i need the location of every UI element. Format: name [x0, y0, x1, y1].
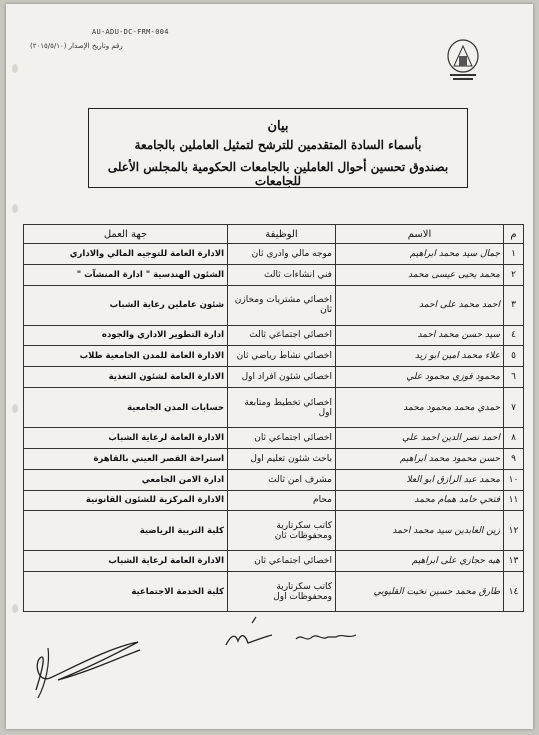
table-row	[24, 244, 524, 265]
row-name: محمد يحيى عيسى محمد	[336, 264, 504, 285]
table-row	[24, 325, 524, 346]
signature-left	[28, 628, 153, 703]
row-name: محمد عبد الرازق ابو العلا	[336, 469, 504, 490]
row-dept: كلية التربية الرياضية	[24, 511, 228, 551]
row-dept: الادارة المركزية للشئون القانونية	[24, 490, 228, 511]
document-subtitle-2: بصندوق تحسين أحوال العاملين بالجامعات الحكومية بالمجلس الأعلى للجامعات	[107, 160, 449, 188]
row-dept: الادارة العامة لشئون التغذية	[24, 367, 228, 388]
row-name: حمدي محمد محمود محمد	[336, 388, 504, 428]
header-num: م	[504, 225, 524, 244]
row-job: اخصائي اجتماعي ثالث	[228, 325, 336, 346]
row-name: زين العابدين سيد محمد احمد	[336, 511, 504, 551]
table-row	[24, 388, 524, 428]
row-number: ٩	[504, 448, 524, 469]
row-number: ١٢	[504, 511, 524, 551]
signature-middle	[222, 615, 277, 655]
row-job: كاتب سكرتارية ومحفوظات اول	[228, 572, 336, 612]
row-number: ٤	[504, 325, 524, 346]
row-number: ١٤	[504, 572, 524, 612]
row-job: اخصائي تخطيط ومتابعة اول	[228, 388, 336, 428]
table-row	[24, 285, 524, 325]
row-job: كاتب سكرتارية ومحفوظات ثان	[228, 511, 336, 551]
row-job: اخصائي نشاط رياضي ثان	[228, 346, 336, 367]
row-job: محام	[228, 490, 336, 511]
row-name: هبه حجازي على ابراهيم	[336, 551, 504, 572]
binder-holes	[10, 4, 22, 729]
issue-date: رقم وتاريخ الإصدار (٢٠١٥/٥/١٠)	[30, 42, 123, 50]
row-number: ٨	[504, 427, 524, 448]
row-name: علاء محمد امين ابو زيد	[336, 346, 504, 367]
row-job: اخصائي شئون افراد اول	[228, 367, 336, 388]
table-row	[24, 367, 524, 388]
table-row	[24, 511, 524, 551]
row-job: اخصائي اجتماعي ثان	[228, 551, 336, 572]
signature-right	[292, 625, 362, 650]
row-job: باحث شئون تعليم اول	[228, 448, 336, 469]
row-number: ١١	[504, 490, 524, 511]
row-number: ١	[504, 244, 524, 265]
row-dept: الادارة العامة لرعاية الشباب	[24, 551, 228, 572]
row-dept: الادارة العامة للمدن الجامعية طلاب	[24, 346, 228, 367]
row-dept: الادارة العامة لرعاية الشباب	[24, 427, 228, 448]
candidates-table	[23, 224, 524, 612]
table-row	[24, 490, 524, 511]
row-name: سيد حسن محمد احمد	[336, 325, 504, 346]
row-name: محمود فوزي محمود علي	[336, 367, 504, 388]
table-row	[24, 427, 524, 448]
document-title: بيان	[267, 119, 289, 134]
row-dept: ادارة الامن الجامعي	[24, 469, 228, 490]
header-job: الوظيفة	[228, 225, 336, 244]
row-name: احمد نصر الدين احمد علي	[336, 427, 504, 448]
row-number: ٥	[504, 346, 524, 367]
row-name: فتحي حامد همام محمد	[336, 490, 504, 511]
table-row	[24, 572, 524, 612]
document-title-box	[88, 108, 468, 188]
document-subtitle: بأسماء السادة المتقدمين للترشح لتمثيل العاملين بالجامعة	[134, 138, 422, 152]
table-row	[24, 346, 524, 367]
row-job: فني انشاءات ثالث	[228, 264, 336, 285]
row-dept: الادارة العامة للتوجيه المالي والاداري	[24, 244, 228, 265]
row-name: طارق محمد حسين نخيت القليوبي	[336, 572, 504, 612]
university-logo	[444, 38, 482, 84]
table-header-row	[24, 225, 524, 244]
row-job: اخصائي اجتماعي ثان	[228, 427, 336, 448]
row-name: حسن محمود محمد ابراهيم	[336, 448, 504, 469]
row-dept: استراحة القصر العيني بالقاهرة	[24, 448, 228, 469]
row-dept: الشئون الهندسية " ادارة المنشآت "	[24, 264, 228, 285]
row-number: ١٠	[504, 469, 524, 490]
header-dept: جهة العمل	[24, 225, 228, 244]
row-number: ٣	[504, 285, 524, 325]
row-number: ٦	[504, 367, 524, 388]
row-name: جمال سيد محمد ابراهيم	[336, 244, 504, 265]
header-name: الاسم	[336, 225, 504, 244]
row-job: اخصائي مشتريات ومخازن ثان	[228, 285, 336, 325]
form-code: AU-ADU-DC-FRM-004	[92, 28, 169, 36]
table-row	[24, 551, 524, 572]
row-number: ١٣	[504, 551, 524, 572]
table-row	[24, 448, 524, 469]
row-dept: شئون عاملين رعاية الشباب	[24, 285, 228, 325]
table-row	[24, 469, 524, 490]
row-dept: حسابات المدن الجامعية	[24, 388, 228, 428]
row-number: ٢	[504, 264, 524, 285]
table-row	[24, 264, 524, 285]
row-job: مشرف امن ثالث	[228, 469, 336, 490]
row-dept: كلية الخدمة الاجتماعية	[24, 572, 228, 612]
row-name: احمد محمد على احمد	[336, 285, 504, 325]
row-job: موجه مالي وادري ثان	[228, 244, 336, 265]
row-number: ٧	[504, 388, 524, 428]
row-dept: ادارة التطوير الاداري والجوده	[24, 325, 228, 346]
